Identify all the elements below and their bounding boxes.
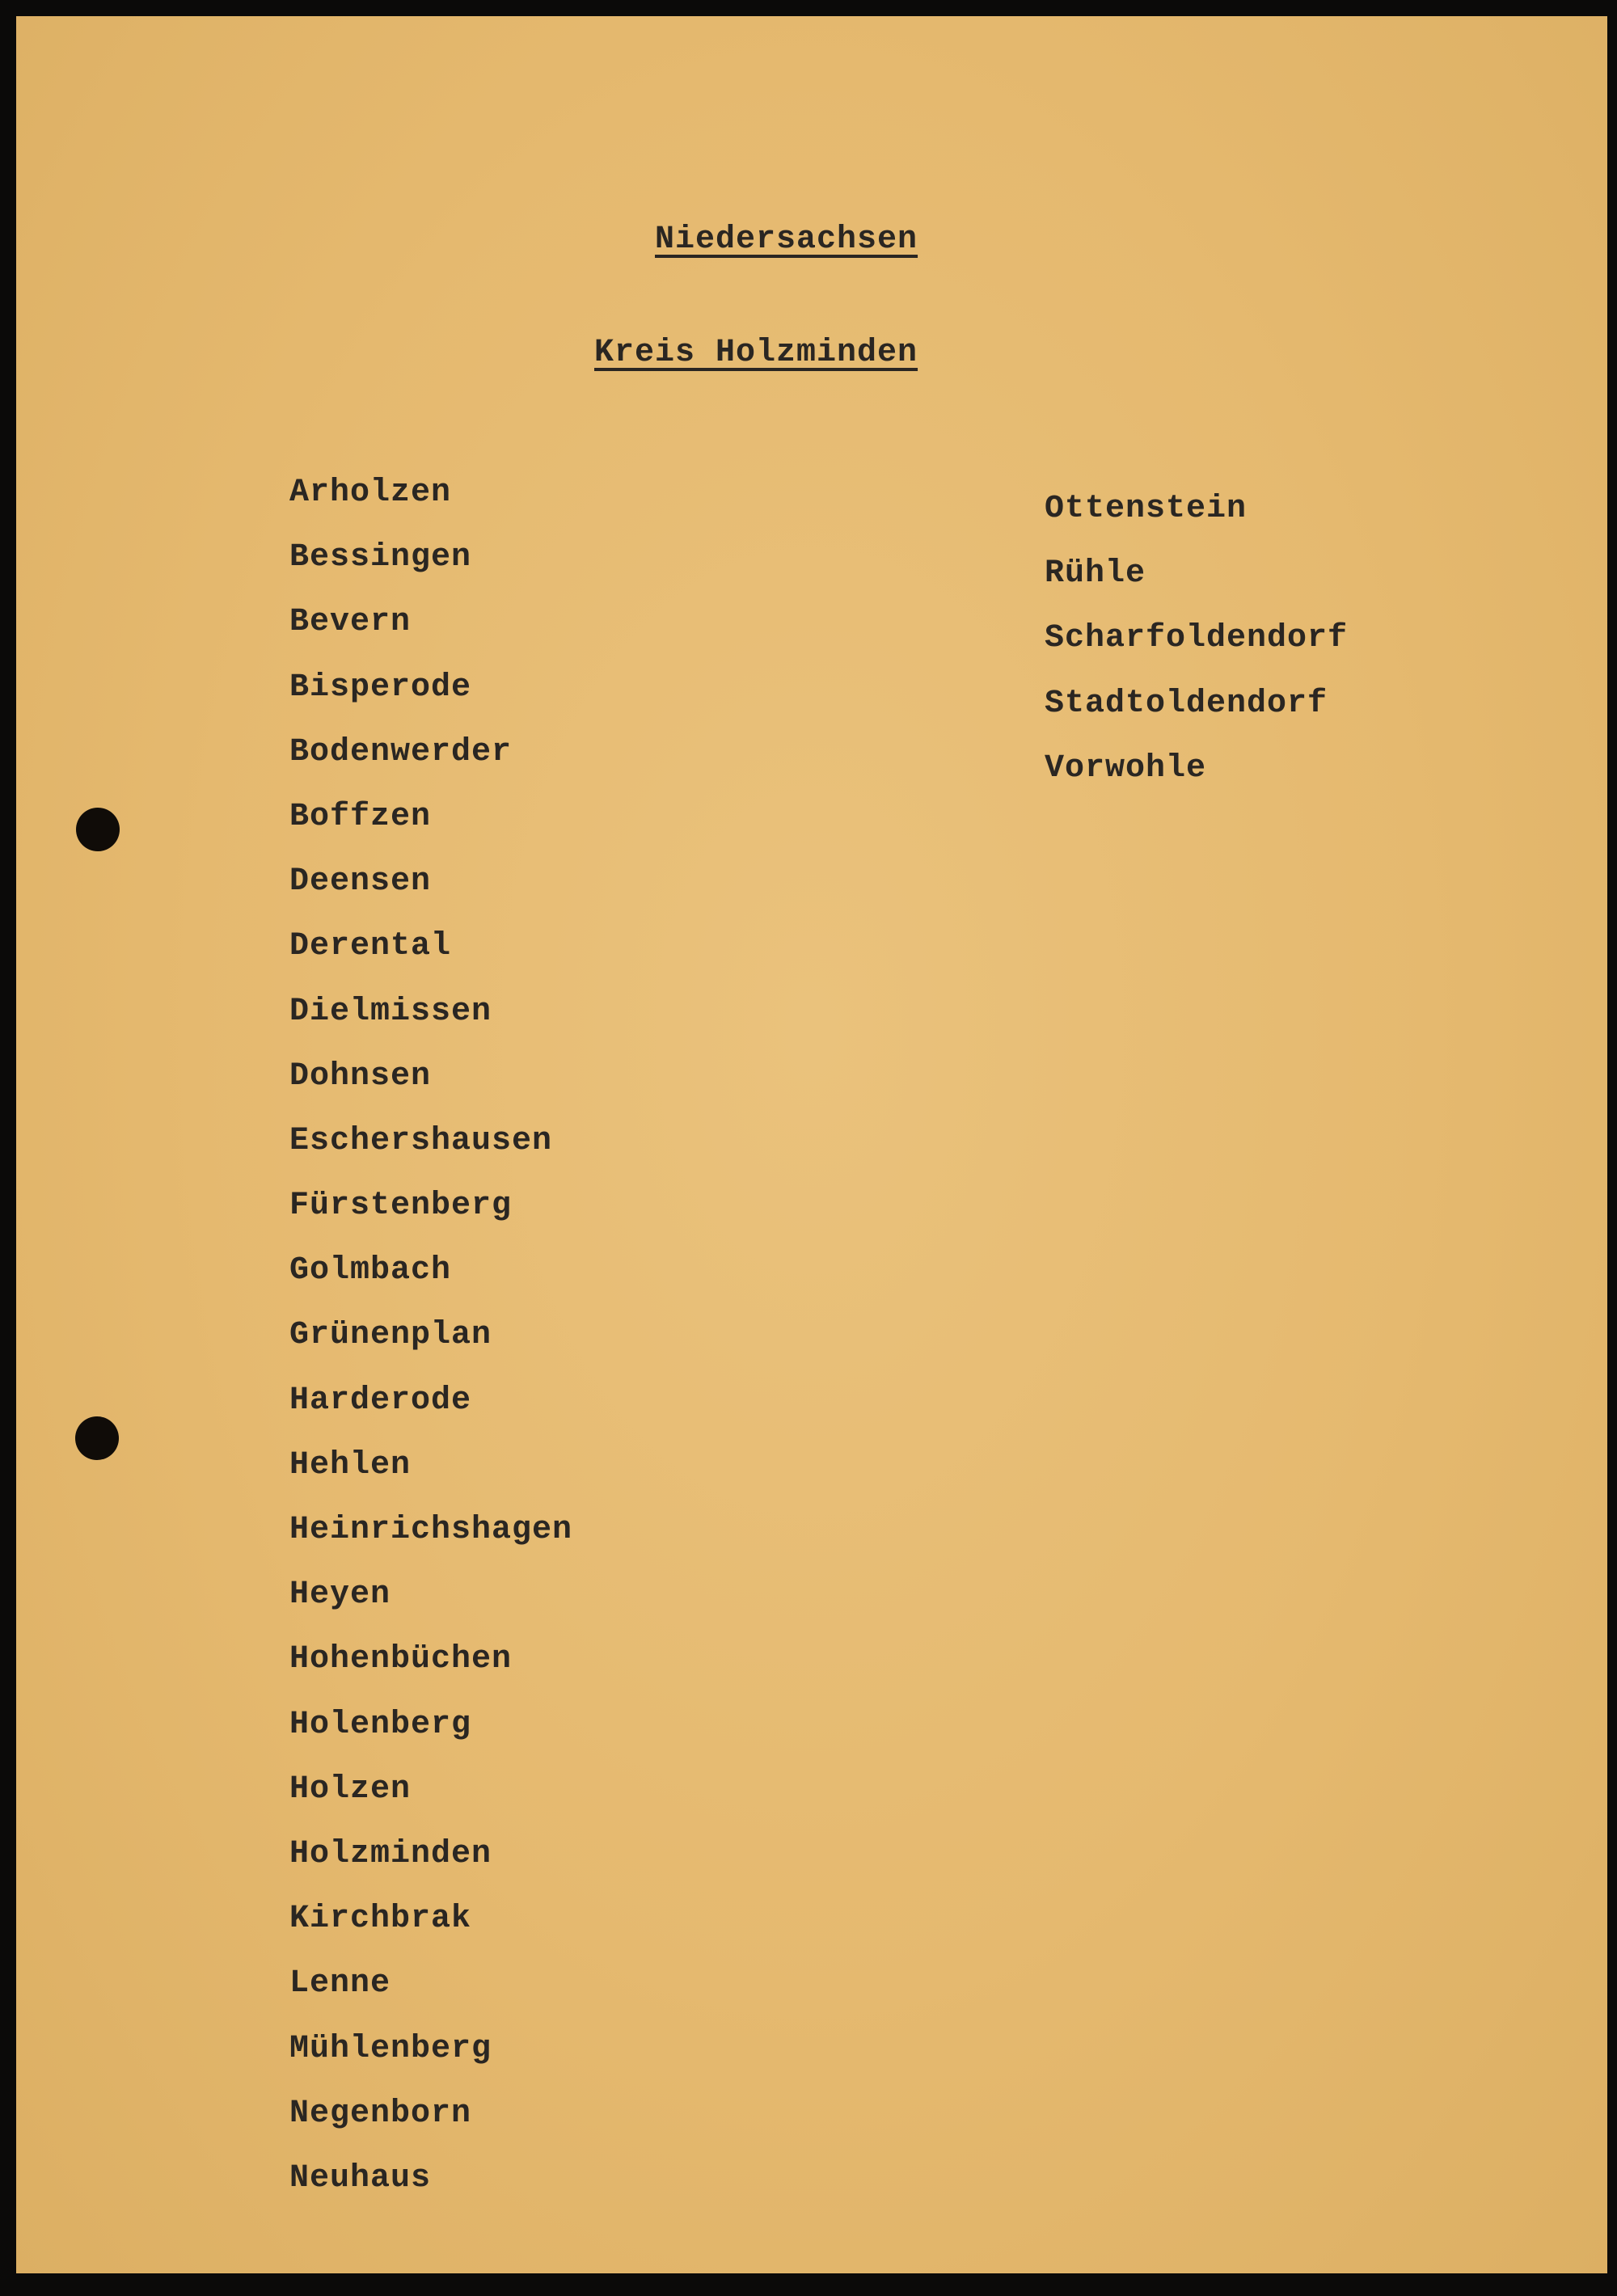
place-item: Dielmissen bbox=[289, 993, 492, 1030]
place-item: Ottenstein bbox=[1045, 491, 1248, 527]
place-item: Grünenplan bbox=[289, 1317, 492, 1354]
punch-hole bbox=[75, 1416, 119, 1460]
place-item: Negenborn bbox=[289, 2095, 472, 2132]
place-item: Neuhaus bbox=[289, 2159, 432, 2197]
place-item: Rühle bbox=[1045, 555, 1146, 593]
place-item: Vorwohle bbox=[1045, 749, 1207, 787]
places-list-right bbox=[1045, 490, 1348, 814]
place-item: Golmbach bbox=[289, 1252, 452, 1289]
place-item: Heyen bbox=[289, 1576, 391, 1614]
place-item: Harderode bbox=[289, 1382, 472, 1419]
place-item: Fürstenberg bbox=[289, 1188, 513, 1225]
place-item: Mühlenberg bbox=[289, 2030, 492, 2067]
place-item: Kirchbrak bbox=[289, 1901, 472, 1938]
punch-hole bbox=[76, 808, 120, 851]
places-list-left bbox=[289, 474, 572, 2224]
place-item: Bessingen bbox=[289, 539, 472, 576]
place-item: Stadtoldendorf bbox=[1045, 685, 1328, 722]
place-item: Bisperode bbox=[289, 669, 472, 706]
place-item: Holzen bbox=[289, 1771, 412, 1808]
place-item: Derental bbox=[289, 928, 452, 965]
place-item: Hehlen bbox=[289, 1446, 412, 1484]
place-item: Bodenwerder bbox=[289, 733, 513, 770]
state-heading: Niedersachsen bbox=[655, 222, 918, 258]
place-item: Bevern bbox=[289, 604, 412, 641]
place-item: Lenne bbox=[289, 1965, 391, 2003]
place-item: Holzminden bbox=[289, 1835, 492, 1872]
place-item: Hohenbüchen bbox=[289, 1641, 513, 1678]
place-item: Dohnsen bbox=[289, 1057, 432, 1095]
place-item: Scharfoldendorf bbox=[1045, 620, 1349, 657]
document-page bbox=[16, 16, 1607, 2273]
place-item: Holenberg bbox=[289, 1706, 472, 1743]
place-item: Boffzen bbox=[289, 798, 432, 835]
place-item: Deensen bbox=[289, 863, 432, 901]
district-heading: Kreis Holzminden bbox=[594, 335, 918, 371]
place-item: Arholzen bbox=[289, 475, 452, 511]
place-item: Eschershausen bbox=[289, 1122, 553, 1159]
place-item: Heinrichshagen bbox=[289, 1512, 573, 1548]
